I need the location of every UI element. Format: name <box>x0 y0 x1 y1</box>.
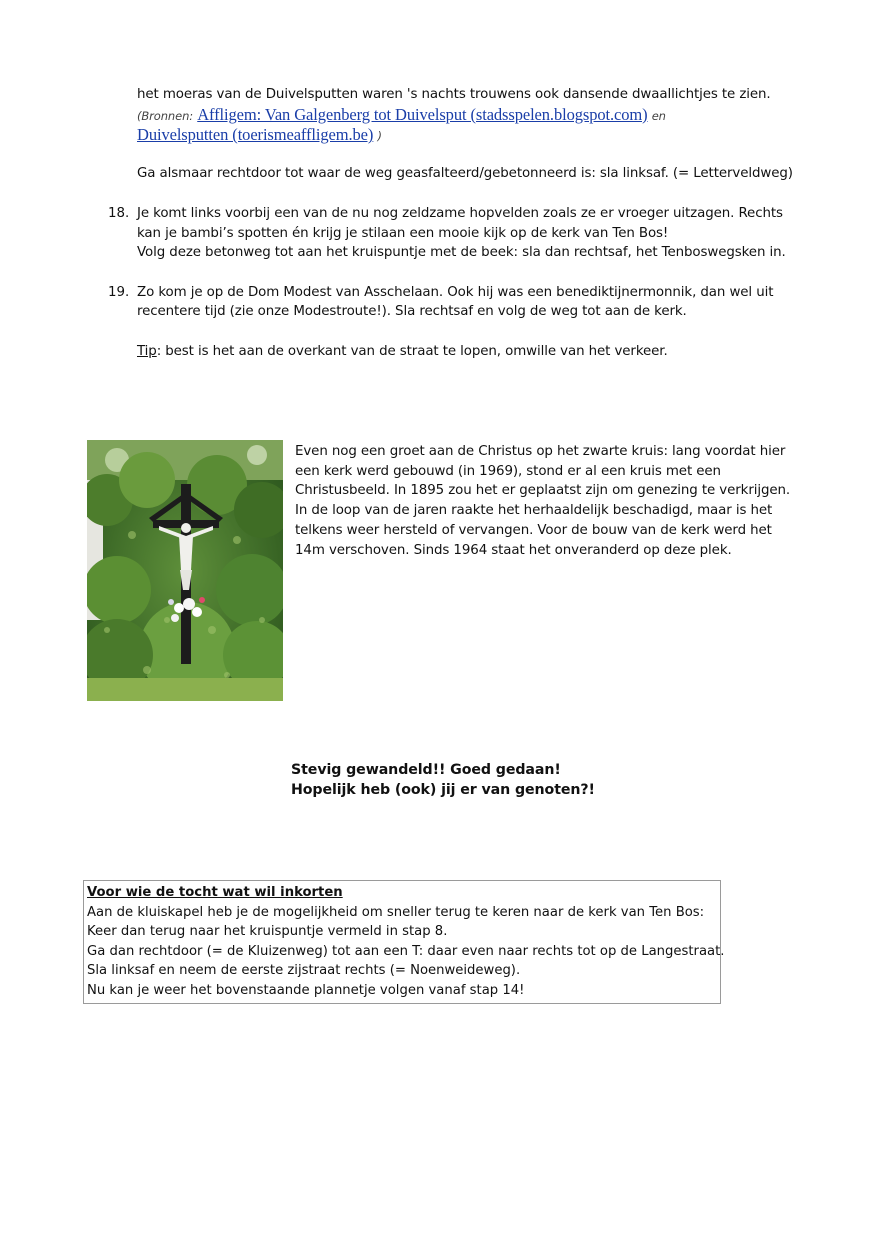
crucifix-photo <box>87 440 283 701</box>
christus-line: Even nog een groet aan de Christus op het zwarte kruis: lang voordat hier <box>295 444 786 459</box>
paragraph-line: het moeras van de Duivelsputten waren 's nachts trouwens ook dansende dwaallichtjes te zien. <box>137 87 771 102</box>
shortcut-box-line: Keer dan terug naar het kruispuntje vermeld in stap 8. <box>87 924 448 939</box>
shortcut-box <box>83 880 725 1004</box>
tip-label: Tip <box>137 344 157 359</box>
source-link-stadsspelen[interactable]: Affligem: Van Galgenberg tot Duivelsput (stadsspelen.blogspot.com) <box>197 105 648 124</box>
shortcut-box-line: Nu kan je weer het bovenstaande plannetje volgen vanaf stap 14! <box>87 983 525 998</box>
sources-line <box>137 105 666 126</box>
tip-text: : best is het aan de overkant van de straat te lopen, omwille van het verkeer. <box>156 344 668 359</box>
tip-line <box>137 342 668 361</box>
christus-line: een kerk werd gebouwd (in 1969), stond er al een kruis met een <box>295 464 721 479</box>
sources-suffix: ) <box>377 129 382 143</box>
shortcut-box-line: Sla linksaf en neem de eerste zijstraat rechts (= Noenweideweg). <box>87 963 521 978</box>
shortcut-box-line: Aan de kluiskapel heb je de mogelijkheid om sneller terug te keren naar de kerk van Ten Bos: <box>87 905 705 920</box>
step-line: Volg deze betonweg tot aan het kruispuntje met de beek: sla dan rechtsaf, het Tenboswegsken in. <box>137 245 786 260</box>
step-line: kan je bambi’s spotten én krijg je stilaan een mooie kijk op de kerk van Ten Bos! <box>137 226 669 241</box>
sources-line-2 <box>137 125 382 146</box>
closing-line-1: Stevig gewandeld!! Goed gedaan! <box>291 762 561 778</box>
paragraph-line: Ga alsmaar rechtdoor tot waar de weg geasfalteerd/gebetonneerd is: sla linksaf. (= Letterveldweg) <box>137 166 793 181</box>
closing-line-2: Hopelijk heb (ook) jij er van genoten?! <box>291 782 595 798</box>
christus-line: telkens weer hersteld of vervangen. Voor de bouw van de kerk werd het <box>295 523 772 538</box>
christus-line: Christusbeeld. In 1895 zou het er geplaatst zijn om genezing te verkrijgen. <box>295 483 791 498</box>
christus-line: 14m verschoven. Sinds 1964 staat het onveranderd op deze plek. <box>295 543 732 558</box>
step-line: Je komt links voorbij een van de nu nog zeldzame hopvelden zoals ze er vroeger uitzagen. Rechts <box>137 206 783 221</box>
shortcut-box-title: Voor wie de tocht wat wil inkorten <box>87 885 343 900</box>
source-link-toerisme[interactable]: Duivelsputten (toerismeaffligem.be) <box>137 125 374 144</box>
sources-mid: en <box>651 109 666 123</box>
christus-line: In de loop van de jaren raakte het herhaaldelijk beschadigd, maar is het <box>295 503 773 518</box>
step-number: 19. <box>108 285 130 300</box>
step-line: recentere tijd (zie onze Modestroute!). Sla rechtsaf en volg de weg tot aan de kerk. <box>137 304 687 319</box>
step-number: 18. <box>108 206 130 221</box>
shortcut-box-line: Ga dan rechtdoor (= de Kluizenweg) tot aan een T: daar even naar rechts tot op de Langestraat. <box>87 944 725 959</box>
sources-prefix: (Bronnen: <box>137 109 194 123</box>
step-line: Zo kom je op de Dom Modest van Asschelaan. Ook hij was een benediktijnermonnik, dan wel uit <box>137 285 774 300</box>
